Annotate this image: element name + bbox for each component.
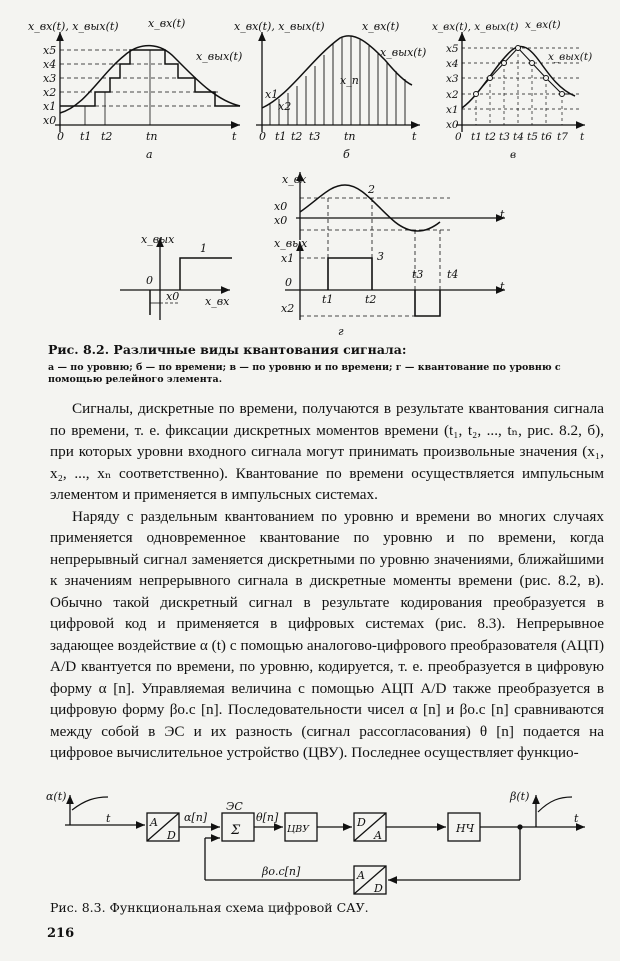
- svg-text:t4: t4: [447, 268, 459, 281]
- plot-a: [55, 32, 243, 132]
- svg-text:t2: t2: [485, 131, 496, 143]
- svg-text:x1: x1: [281, 252, 295, 265]
- svg-text:tn: tn: [146, 130, 158, 143]
- svg-text:2: 2: [368, 183, 375, 196]
- svg-text:t1: t1: [471, 131, 482, 143]
- svg-text:A: A: [357, 869, 365, 882]
- svg-text:t: t: [500, 208, 505, 221]
- svg-text:t1: t1: [322, 293, 334, 306]
- svg-text:x_вх(t): x_вх(t): [362, 20, 400, 33]
- svg-text:t3: t3: [309, 130, 321, 143]
- figure-8-3-caption: Рис. 8.3. Функциональная схема цифровой САУ.: [50, 900, 369, 915]
- svg-text:t: t: [106, 812, 111, 825]
- figure-8-2-caption: Рис. 8.2. Различные виды квантования сигнала:: [48, 342, 407, 357]
- svg-text:x2: x2: [281, 302, 295, 315]
- svg-text:0: 0: [259, 130, 266, 143]
- svg-text:x4: x4: [446, 58, 459, 70]
- plot-c: [456, 32, 585, 132]
- svg-text:x0: x0: [166, 290, 180, 303]
- svg-text:x_вых: x_вых: [274, 237, 308, 250]
- svg-text:0: 0: [57, 130, 64, 143]
- svg-text:1: 1: [200, 242, 207, 255]
- svg-text:t: t: [574, 812, 579, 825]
- svg-text:t3: t3: [412, 268, 424, 281]
- svg-text:βо.с[n]: βо.с[n]: [262, 865, 301, 878]
- svg-text:3: 3: [377, 250, 384, 263]
- paragraph-2: Наряду с раздельным квантованием по уровню и времени во многих случаях применяется одновременное квантование по уровню и по времени, когда непрерывный сигнал заменяется дискретными по уровню значениями, ближайшими к значениям непрерывного сигнала в дискретные моменты времени (рис. 8.2, в). Обычно такой дискретный сигнал в результате кодирования преобразуется в цифровой код и применяется в цифровых системах (рис. 8.3). Непрерывное задающее воздействие α (t) с помощью аналогово-цифрового преобразователя (АЦП) A/D квантуется по времени, по уровню, кодируется, т. е. преобразуется в цифровую форму α [n]. Управляемая величина с помощью АЦП A/D также преобразуется в цифровую форму βо.с [n]. Последовательности чисел α [n] и βо.с [n] сравниваются между собой в ЭС и их разность (сигнал рассогласования) θ [n] подается на цифровое вычислительное устройство (ЦВУ). Последнее осуществляет функцио-: [50, 507, 604, 761]
- svg-text:D: D: [374, 882, 383, 895]
- svg-text:x_вх(t): x_вх(t): [148, 17, 186, 30]
- svg-text:t: t: [232, 130, 237, 143]
- svg-text:x_вх(t), x_вых(t): x_вх(t), x_вых(t): [234, 20, 325, 33]
- page-number: 216: [47, 926, 75, 941]
- svg-text:x_вх(t), x_вых(t): x_вх(t), x_вых(t): [28, 20, 119, 33]
- svg-text:x3: x3: [43, 72, 57, 85]
- svg-text:t: t: [412, 130, 417, 143]
- svg-text:г: г: [338, 325, 344, 338]
- svg-text:a: a: [146, 148, 153, 161]
- svg-text:A: A: [374, 829, 382, 842]
- svg-text:α(t): α(t): [46, 790, 67, 803]
- body-text: [50, 398, 604, 764]
- plot-b-labels: [234, 20, 426, 161]
- svg-text:x_вых(t): x_вых(t): [196, 50, 243, 63]
- svg-text:x_вх: x_вх: [205, 295, 230, 308]
- svg-text:x0: x0: [274, 214, 288, 227]
- svg-text:x_вых(t): x_вых(t): [380, 46, 427, 59]
- svg-text:x3: x3: [446, 73, 459, 85]
- svg-text:0: 0: [285, 276, 292, 289]
- svg-text:α[n]: α[n]: [184, 811, 208, 824]
- svg-text:x1: x1: [43, 100, 57, 113]
- svg-text:0: 0: [146, 274, 153, 287]
- plot-c-labels: [432, 19, 592, 161]
- svg-text:НЧ: НЧ: [456, 822, 475, 835]
- svg-text:t1: t1: [275, 130, 287, 143]
- svg-text:ЭС: ЭС: [226, 800, 243, 813]
- svg-text:t2: t2: [291, 130, 303, 143]
- svg-text:x0: x0: [446, 119, 459, 131]
- svg-text:β(t): β(t): [510, 790, 530, 803]
- svg-text:D: D: [167, 829, 176, 842]
- figure-8-2-legend: а — по уровню; б — по времени; в — по уровню и по времени; г — квантование по уровню с помощью релейного элемента.: [48, 362, 561, 385]
- svg-text:x1: x1: [265, 88, 279, 101]
- svg-text:θ[n]: θ[n]: [256, 811, 279, 824]
- block-diagram-labels: [46, 790, 579, 895]
- svg-text:x2: x2: [278, 100, 292, 113]
- block-diagram: [65, 795, 585, 894]
- svg-text:x_вх: x_вх: [282, 173, 307, 186]
- svg-text:в: в: [510, 149, 517, 161]
- svg-text:x0: x0: [274, 200, 288, 213]
- svg-text:x0: x0: [43, 114, 57, 127]
- svg-text:x_вых(t): x_вых(t): [548, 51, 593, 63]
- svg-text:x_n: x_n: [340, 74, 359, 87]
- svg-text:tn: tn: [344, 130, 356, 143]
- svg-text:x2: x2: [446, 89, 459, 101]
- svg-text:x1: x1: [446, 104, 459, 116]
- svg-text:x5: x5: [446, 43, 459, 55]
- svg-text:t6: t6: [541, 131, 552, 143]
- svg-text:t: t: [500, 280, 505, 293]
- svg-text:A: A: [150, 816, 158, 829]
- svg-text:t7: t7: [557, 131, 568, 143]
- svg-text:t: t: [580, 131, 585, 143]
- svg-text:Σ: Σ: [231, 823, 241, 838]
- svg-text:x_вх(t), x_вых(t): x_вх(t), x_вых(t): [432, 21, 519, 33]
- paragraph-1: Сигналы, дискретные по времени, получаются в результате квантования сигнала по времени, т. е. фиксации дискретных моментов времени (t₁, t₂, ..., tₙ, рис. 8.2, б), при которых уровни входного сигнала могут принимать произвольные значения (x₁, x₂, ..., xₙ соответственно). Квантование по времени осуществляется импульсным элементом и применяется в импульсных системах.: [50, 400, 604, 503]
- svg-text:x4: x4: [43, 58, 57, 71]
- svg-text:t3: t3: [499, 131, 510, 143]
- svg-text:x2: x2: [43, 86, 57, 99]
- svg-text:t1: t1: [80, 130, 92, 143]
- svg-text:t2: t2: [365, 293, 377, 306]
- svg-text:0: 0: [455, 131, 462, 143]
- svg-text:x_вх(t): x_вх(t): [525, 19, 561, 31]
- svg-text:t4: t4: [513, 131, 524, 143]
- svg-text:x5: x5: [43, 44, 57, 57]
- svg-text:x_вых: x_вых: [141, 233, 175, 246]
- svg-text:D: D: [357, 816, 366, 829]
- svg-text:t5: t5: [527, 131, 538, 143]
- svg-text:ЦВУ: ЦВУ: [287, 824, 310, 835]
- svg-text:t2: t2: [101, 130, 113, 143]
- svg-text:б: б: [343, 148, 350, 161]
